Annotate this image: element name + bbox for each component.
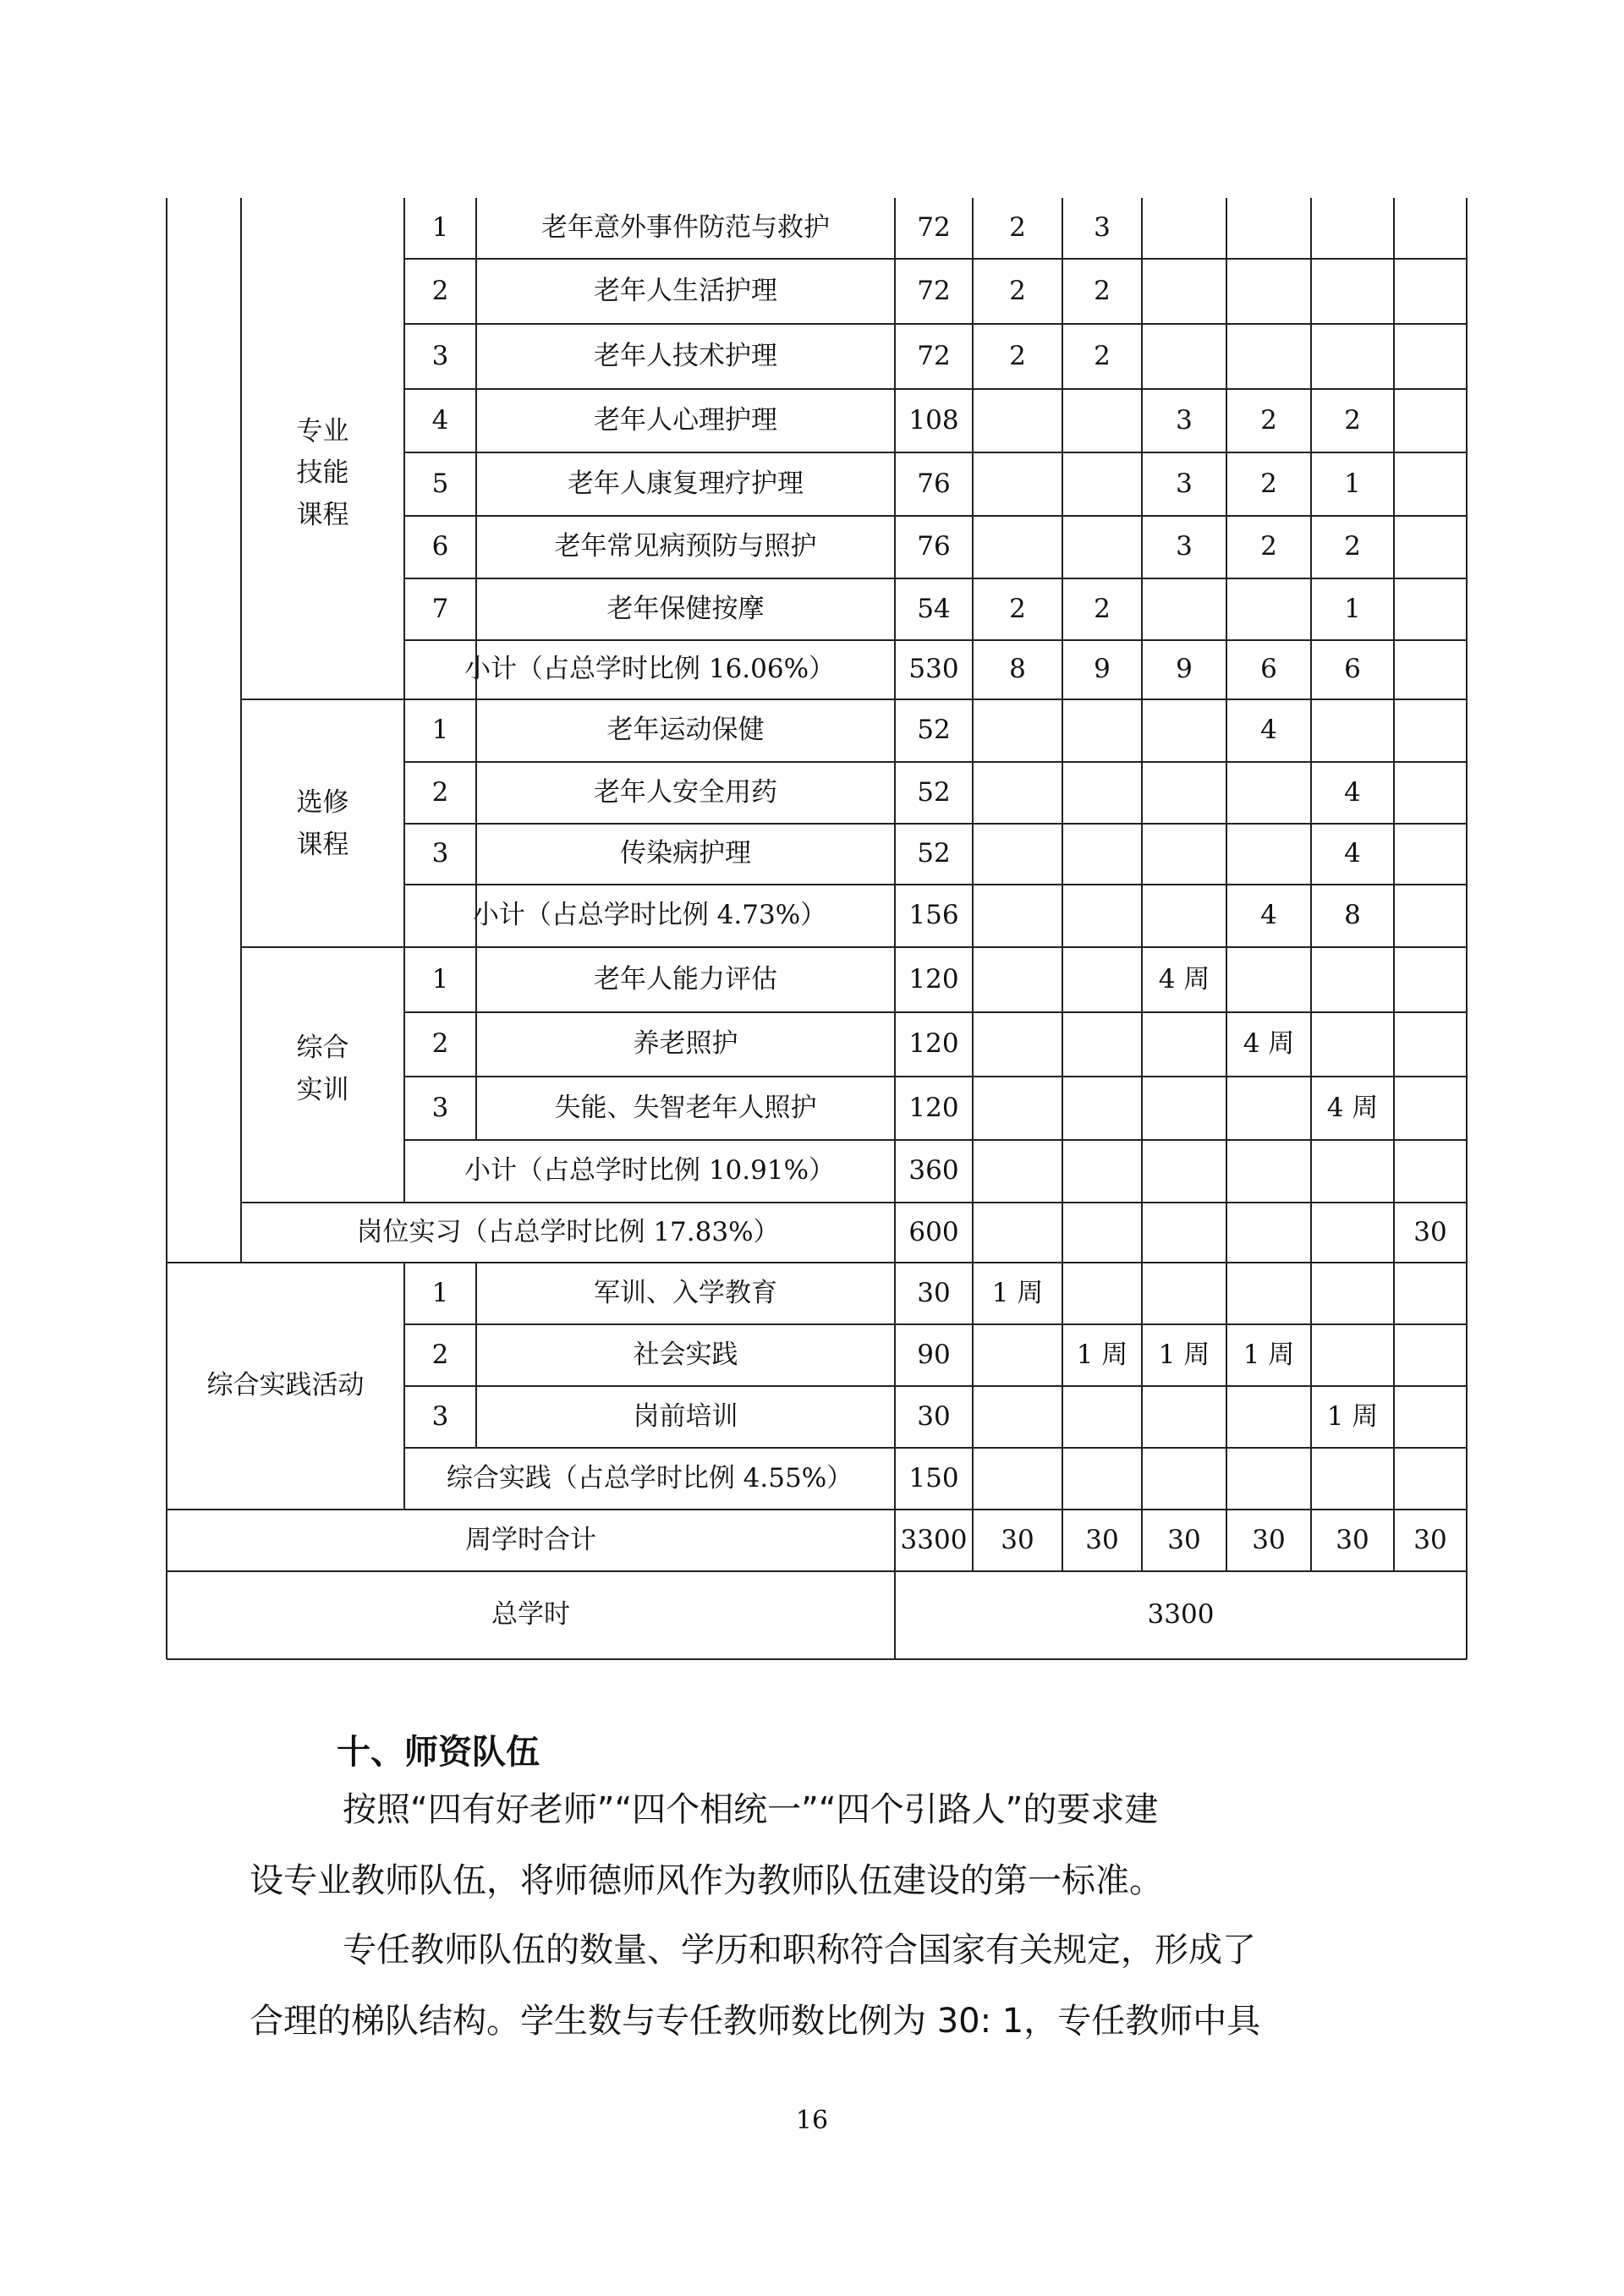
page-number: 16	[795, 2106, 829, 2135]
semester-cell	[1142, 1012, 1226, 1077]
course-name: 老年运动保健	[606, 715, 765, 746]
semester-cell	[1394, 1386, 1467, 1448]
course-hours: 120	[908, 1028, 959, 1060]
course-hours: 76	[917, 468, 951, 499]
course-name: 军训、入学教育	[594, 1277, 777, 1308]
semester-cell	[1394, 1448, 1467, 1510]
semester-cell: 1 周	[1158, 1339, 1210, 1370]
course-number: 3	[431, 1400, 449, 1432]
semester-cell	[1226, 324, 1311, 389]
course-name: 传染病护理	[620, 838, 751, 869]
semester-cell: 30	[1252, 1524, 1286, 1555]
semester-cell	[1142, 824, 1226, 885]
semester-cell: 30	[1336, 1524, 1369, 1555]
semester-cell: 4 周	[1158, 963, 1210, 995]
course-hours: 72	[917, 275, 951, 306]
semester-cell	[973, 516, 1062, 578]
course-name: 老年保健按摩	[606, 593, 765, 624]
semester-cell	[1226, 1448, 1311, 1510]
course-name: 老年人安全用药	[594, 776, 777, 808]
course-number: 2	[431, 275, 449, 306]
course-hours: 30	[917, 1277, 951, 1308]
course-hours: 52	[917, 838, 951, 869]
semester-cell	[1062, 824, 1142, 885]
course-hours: 30	[917, 1400, 951, 1432]
subtotal-label: 小计（占总学时比例 4.73%）	[472, 900, 827, 931]
semester-cell: 2	[1009, 212, 1026, 244]
semester-cell: 9	[1176, 654, 1193, 685]
semester-cell: 4	[1344, 838, 1361, 869]
semester-cell	[973, 762, 1062, 824]
semester-cell	[973, 1203, 1062, 1263]
subtotal-label: 综合实践（占总学时比例 4.55%）	[446, 1462, 853, 1493]
semester-cell	[1394, 1263, 1467, 1324]
course-hours: 54	[917, 593, 951, 624]
course-number: 7	[431, 593, 449, 624]
course-number: 1	[431, 963, 449, 995]
semester-cell: 2	[1009, 593, 1026, 624]
semester-cell	[1226, 824, 1311, 885]
semester-cell	[1394, 452, 1467, 516]
section-heading: 十、师资队伍	[337, 1733, 540, 1772]
semester-cell: 1 周	[991, 1277, 1044, 1308]
semester-cell	[973, 947, 1062, 1012]
semester-cell	[1142, 198, 1226, 259]
semester-cell	[1311, 324, 1394, 389]
semester-cell	[1311, 1324, 1394, 1386]
semester-cell	[1394, 578, 1467, 640]
semester-cell: 2	[1094, 340, 1111, 371]
semester-cell: 4	[1344, 776, 1361, 808]
subtotal-hours: 600	[908, 1216, 959, 1247]
semester-cell	[1394, 762, 1467, 824]
semester-cell	[1226, 1077, 1311, 1140]
semester-cell: 2	[1260, 531, 1277, 562]
semester-cell	[1226, 1386, 1311, 1448]
semester-cell	[1062, 1203, 1142, 1263]
subtotal-label: 小计（占总学时比例 16.06%）	[464, 654, 836, 685]
semester-cell	[1226, 1140, 1311, 1203]
group-label-practice: 综合实践活动	[206, 1370, 365, 1401]
semester-cell: 30	[1413, 1216, 1447, 1247]
course-hours: 52	[917, 715, 951, 746]
semester-cell	[1394, 824, 1467, 885]
subtotal-label: 周学时合计	[465, 1524, 596, 1555]
semester-cell	[1394, 1012, 1467, 1077]
semester-cell	[1142, 1263, 1226, 1324]
semester-cell	[1142, 324, 1226, 389]
course-name: 社会实践	[633, 1339, 738, 1370]
semester-cell	[973, 885, 1062, 947]
course-name: 失能、失智老年人照护	[554, 1092, 817, 1123]
course-hours: 52	[917, 776, 951, 808]
course-number: 1	[431, 715, 449, 746]
course-number: 4	[431, 404, 449, 436]
semester-cell	[973, 1140, 1062, 1203]
course-hours: 108	[908, 404, 959, 436]
course-name: 老年人生活护理	[594, 275, 777, 306]
grand-total-value: 3300	[1147, 1599, 1215, 1630]
semester-cell	[1394, 885, 1467, 947]
semester-cell	[1311, 699, 1394, 762]
semester-cell	[1394, 1077, 1467, 1140]
course-hours: 72	[917, 212, 951, 244]
semester-cell	[1062, 1448, 1142, 1510]
semester-cell	[1062, 699, 1142, 762]
semester-cell	[1311, 1448, 1394, 1510]
course-number: 2	[431, 1339, 449, 1370]
semester-cell	[1311, 259, 1394, 324]
semester-cell	[1311, 198, 1394, 259]
semester-cell	[1062, 1263, 1142, 1324]
semester-cell	[973, 1448, 1062, 1510]
course-number: 2	[431, 1028, 449, 1060]
semester-cell: 1 周	[1076, 1339, 1128, 1370]
semester-cell	[1062, 1012, 1142, 1077]
subtotal-hours: 3300	[900, 1524, 968, 1555]
semester-cell: 6	[1344, 654, 1361, 685]
semester-cell: 30	[1167, 1524, 1201, 1555]
semester-cell: 4	[1260, 900, 1277, 931]
semester-cell	[1142, 885, 1226, 947]
course-hours: 76	[917, 531, 951, 562]
group-label-skills: 专业 技能 课程	[296, 415, 349, 530]
semester-cell: 4 周	[1326, 1092, 1379, 1123]
semester-cell	[1394, 324, 1467, 389]
subtotal-hours: 156	[908, 900, 959, 931]
semester-cell: 4	[1260, 715, 1277, 746]
course-name: 养老照护	[633, 1028, 738, 1060]
semester-cell	[973, 452, 1062, 516]
paragraph-2: 专任教师队伍的数量、学历和职称符合国家有关规定，形成了 合理的梯队结构。学生数与专任教师数比例为 30: 1，专任教师中具	[250, 1931, 1261, 2041]
semester-cell: 30	[1001, 1524, 1034, 1555]
semester-cell	[1142, 578, 1226, 640]
semester-cell: 1	[1344, 593, 1361, 624]
semester-cell	[1394, 947, 1467, 1012]
semester-cell	[1142, 1077, 1226, 1140]
course-number: 3	[431, 1092, 449, 1123]
semester-cell: 2	[1260, 404, 1277, 436]
semester-cell	[973, 1077, 1062, 1140]
semester-cell: 3	[1176, 531, 1193, 562]
semester-cell	[1062, 762, 1142, 824]
semester-cell	[973, 1012, 1062, 1077]
semester-cell	[1394, 1140, 1467, 1203]
semester-cell	[1142, 1386, 1226, 1448]
semester-cell: 30	[1085, 1524, 1119, 1555]
semester-cell: 2	[1344, 404, 1361, 436]
course-name: 老年常见病预防与照护	[554, 531, 817, 562]
semester-cell	[1394, 640, 1467, 699]
course-name: 老年人康复理疗护理	[568, 468, 804, 499]
semester-cell	[973, 389, 1062, 452]
semester-cell: 6	[1260, 654, 1277, 685]
semester-cell	[1142, 762, 1226, 824]
semester-cell: 1 周	[1243, 1339, 1295, 1370]
course-number: 1	[431, 212, 449, 244]
semester-cell	[1062, 389, 1142, 452]
semester-cell	[1394, 699, 1467, 762]
course-number: 3	[431, 340, 449, 371]
semester-cell: 30	[1413, 1524, 1447, 1555]
semester-cell	[1062, 1386, 1142, 1448]
semester-cell	[1142, 259, 1226, 324]
semester-cell: 1	[1344, 468, 1361, 499]
semester-cell	[1142, 699, 1226, 762]
semester-cell	[973, 1324, 1062, 1386]
course-number: 3	[431, 838, 449, 869]
semester-cell	[1142, 1140, 1226, 1203]
semester-cell: 2	[1009, 340, 1026, 371]
subtotal-hours: 360	[908, 1155, 959, 1186]
semester-cell	[1062, 1077, 1142, 1140]
group-label-training: 综合 实训	[296, 1033, 349, 1105]
semester-cell	[1062, 1140, 1142, 1203]
course-name: 老年人技术护理	[594, 340, 777, 371]
semester-cell	[973, 824, 1062, 885]
semester-cell: 8	[1344, 900, 1361, 931]
semester-cell	[1062, 452, 1142, 516]
grand-total-label: 总学时	[491, 1599, 570, 1630]
course-number: 6	[431, 531, 449, 562]
course-name: 老年人心理护理	[594, 404, 777, 436]
semester-cell: 4 周	[1243, 1028, 1295, 1060]
course-hours: 120	[908, 963, 959, 995]
semester-cell	[1142, 1203, 1226, 1263]
course-hours: 90	[917, 1339, 951, 1370]
semester-cell	[973, 1386, 1062, 1448]
semester-cell	[1062, 516, 1142, 578]
semester-cell	[1226, 947, 1311, 1012]
semester-cell	[1062, 885, 1142, 947]
semester-cell: 3	[1176, 468, 1193, 499]
semester-cell: 2	[1094, 593, 1111, 624]
semester-cell	[1311, 1140, 1394, 1203]
semester-cell: 9	[1094, 654, 1111, 685]
subtotal-label: 小计（占总学时比例 10.91%）	[464, 1155, 836, 1186]
semester-cell: 8	[1009, 654, 1026, 685]
semester-cell	[1142, 1448, 1226, 1510]
semester-cell	[1311, 1203, 1394, 1263]
course-name: 老年意外事件防范与救护	[541, 212, 830, 244]
group-label-electives: 选修 课程	[296, 787, 349, 860]
subtotal-hours: 530	[908, 654, 959, 685]
semester-cell	[1226, 762, 1311, 824]
semester-cell	[1394, 389, 1467, 452]
subtotal-hours: 150	[908, 1462, 959, 1493]
semester-cell: 3	[1176, 404, 1193, 436]
semester-cell	[1311, 947, 1394, 1012]
semester-cell	[1062, 947, 1142, 1012]
semester-cell: 2	[1260, 468, 1277, 499]
semester-cell	[1226, 1203, 1311, 1263]
course-number: 5	[431, 468, 449, 499]
subtotal-label: 岗位实习（占总学时比例 17.83%）	[356, 1216, 780, 1247]
course-name: 老年人能力评估	[594, 963, 777, 995]
semester-cell	[1394, 1324, 1467, 1386]
semester-cell	[1394, 516, 1467, 578]
semester-cell: 2	[1344, 531, 1361, 562]
semester-cell	[1394, 259, 1467, 324]
semester-cell	[973, 699, 1062, 762]
semester-cell	[1394, 198, 1467, 259]
semester-cell	[1226, 578, 1311, 640]
course-name: 岗前培训	[633, 1400, 738, 1432]
semester-cell: 1 周	[1326, 1400, 1379, 1432]
semester-cell	[1311, 1012, 1394, 1077]
course-hours: 72	[917, 340, 951, 371]
course-number: 1	[431, 1277, 449, 1308]
course-hours: 120	[908, 1092, 959, 1123]
paragraph-1: 按照“四有好老师”“四个相统一”“四个引路人”的要求建 设专业教师队伍，将师德师风作为教师队伍建设的第一标准。	[250, 1790, 1163, 1900]
semester-cell	[1226, 1263, 1311, 1324]
semester-cell	[1226, 198, 1311, 259]
semester-cell: 2	[1009, 275, 1026, 306]
course-number: 2	[431, 776, 449, 808]
semester-cell: 2	[1094, 275, 1111, 306]
semester-cell	[1311, 1263, 1394, 1324]
semester-cell: 3	[1094, 212, 1111, 244]
semester-cell	[1226, 259, 1311, 324]
